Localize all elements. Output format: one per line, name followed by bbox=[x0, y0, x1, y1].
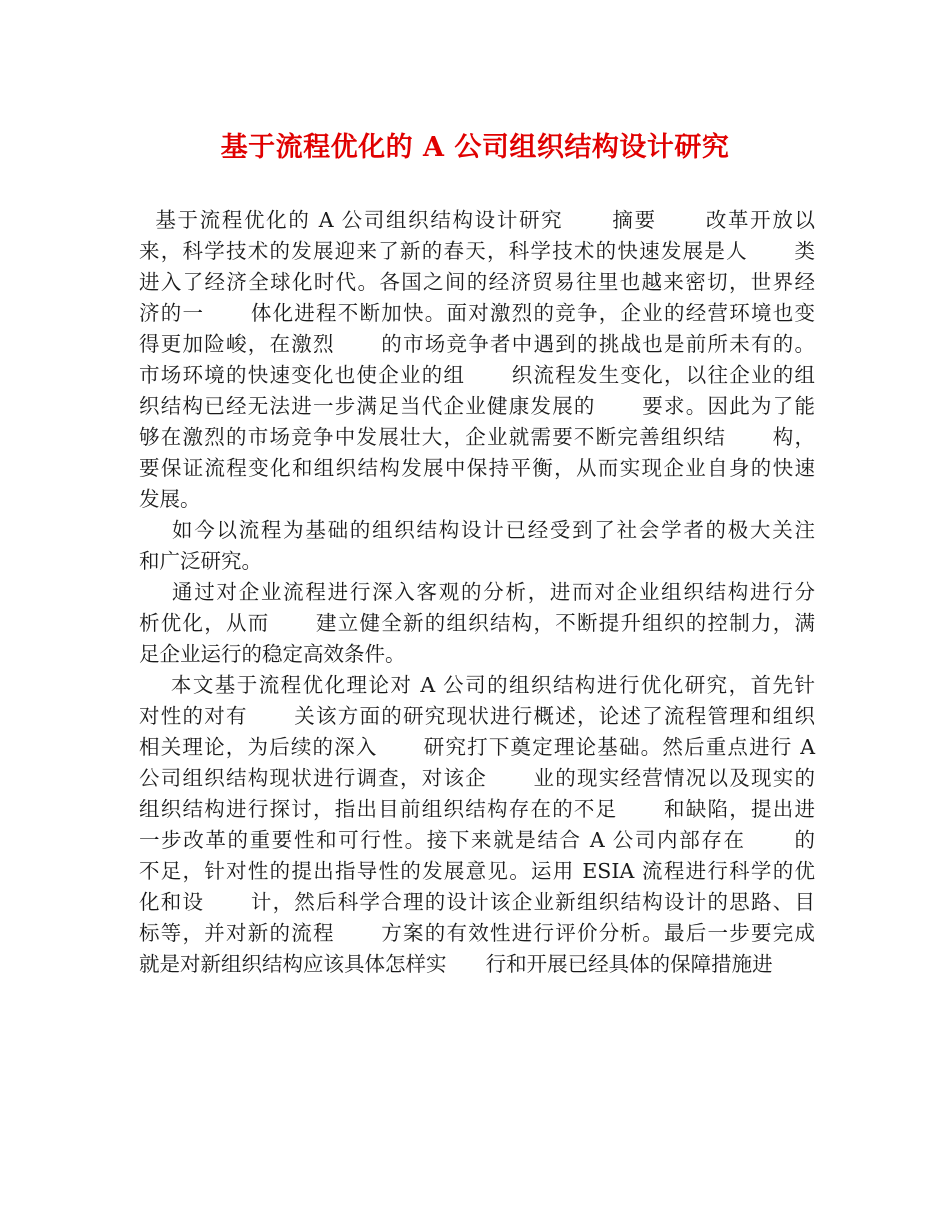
paragraph-line: 要保证流程变化和组织结构发展中保持平衡，从而实现企业自身的快速 bbox=[139, 456, 815, 480]
paragraph-line: 组织结构进行探讨，指出目前组织结构存在的不足 和缺陷，提出进 bbox=[139, 797, 815, 821]
paragraph-line: 不足，针对性的提出指导性的发展意见。运用 ESIA 流程进行科学的优 bbox=[139, 859, 815, 883]
paragraph-line: 一步改革的重要性和可行性。接下来就是结合 A 公司内部存在 的 bbox=[139, 828, 815, 852]
paragraph-line: 够在激烈的市场竞争中发展壮大，企业就需要不断完善组织结 构， bbox=[139, 425, 815, 449]
paragraph bbox=[139, 205, 815, 515]
paragraph bbox=[139, 670, 815, 980]
paragraph-line: 析优化，从而 建立健全新的组织结构，不断提升组织的控制力，满 bbox=[139, 611, 815, 635]
paragraph-line: 发展。 bbox=[139, 487, 201, 511]
paragraph-line: 就是对新组织结构应该具体怎样实 行和开展已经具体的保障措施进 bbox=[139, 952, 773, 976]
paragraph-line: 市场环境的快速变化也使企业的组 织流程发生变化，以往企业的组 bbox=[139, 363, 815, 387]
paragraph-line: 通过对企业流程进行深入客观的分析，进而对企业组织结构进行分 bbox=[139, 580, 815, 604]
paragraph-line: 标等，并对新的流程 方案的有效性进行评价分析。最后一步要完成 bbox=[139, 921, 815, 945]
paragraph-line: 织结构已经无法进一步满足当代企业健康发展的 要求。因此为了能 bbox=[139, 394, 815, 418]
paragraph-line: 相关理论，为后续的深入 研究打下奠定理论基础。然后重点进行 A bbox=[139, 735, 815, 759]
paragraph-line: 本文基于流程优化理论对 A 公司的组织结构进行优化研究，首先针 bbox=[139, 673, 815, 697]
document-body bbox=[139, 205, 815, 980]
paragraph-line: 来，科学技术的发展迎来了新的春天，科学技术的快速发展是人 类 bbox=[139, 239, 815, 263]
paragraph-line: 进入了经济全球化时代。各国之间的经济贸易往里也越来密切，世界经 bbox=[139, 270, 815, 294]
document-title: 基于流程优化的 A 公司组织结构设计研究 bbox=[220, 132, 730, 163]
paragraph bbox=[139, 515, 815, 577]
paragraph-line: 得更加险峻，在激烈 的市场竞争者中遇到的挑战也是前所未有的。 bbox=[139, 332, 815, 356]
paragraph-line: 对性的对有 关该方面的研究现状进行概述，论述了流程管理和组织 bbox=[139, 704, 815, 728]
paragraph-line: 化和设 计，然后科学合理的设计该企业新组织结构设计的思路、目 bbox=[139, 890, 815, 914]
paragraph-line: 基于流程优化的 A 公司组织结构设计研究 摘要 改革开放以 bbox=[139, 208, 815, 232]
paragraph-line: 公司组织结构现状进行调查，对该企 业的现实经营情况以及现实的 bbox=[139, 766, 815, 790]
paragraph-line: 济的一 体化进程不断加快。面对激烈的竞争，企业的经营环境也变 bbox=[139, 301, 815, 325]
paragraph-line: 和广泛研究。 bbox=[139, 549, 262, 573]
paragraph bbox=[139, 577, 815, 670]
paragraph-line: 如今以流程为基础的组织结构设计已经受到了社会学者的极大关注 bbox=[139, 518, 815, 542]
paragraph-line: 足企业运行的稳定高效条件。 bbox=[139, 642, 406, 666]
